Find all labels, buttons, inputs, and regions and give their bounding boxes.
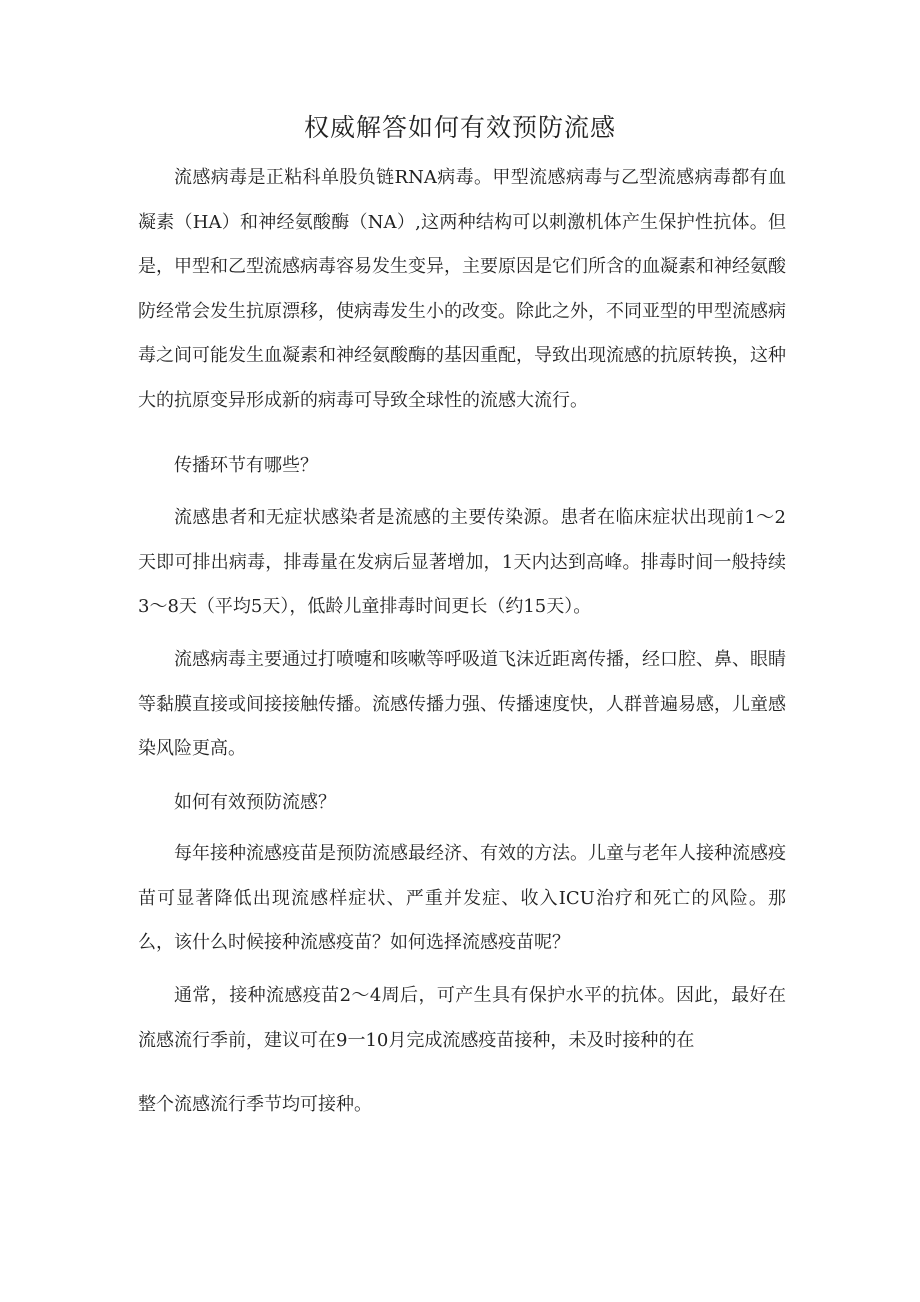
paragraph-vaccine-timing-continued: 整个流感流行季节均可接种。 <box>138 1094 372 1115</box>
paragraph-infection-source: 流感患者和无症状感染者是流感的主要传染源。患者在临床症状出现前1〜2天即可排出病毒，排毒量在发病后显著增加，1天内达到高峰。排毒时间一般持续3〜8天（平均5天），低龄儿童排毒时间更长（约15天）。 <box>138 507 786 617</box>
paragraph-virus-intro: 流感病毒是正粘科单股负链RNA病毒。甲型流感病毒与乙型流感病毒都有血凝素（HA）和神经氨酸酶（NA）,这两种结构可以刺激机体产生保护性抗体。但是，甲型和乙型流感病毒容易发生变异，主要原因是它们所含的血凝素和神经氨酸防经常会发生抗原漂移，使病毒发生小的改变。除此之外，不同亚型的甲型流感病毒之间可能发生血凝素和神经氨酸酶的基因重配，导致出现流感的抗原转换，这种大的抗原变异形成新的病毒可导致全球性的流感大流行。 <box>138 167 786 411</box>
paragraph-vaccine-timing: 通常，接种流感疫苗2〜4周后，可产生具有保护水平的抗体。因此，最好在流感流行季前，建议可在9一10月完成流感疫苗接种，未及时接种的在 <box>138 985 786 1051</box>
document-title: 权威解答如何有效预防流感 <box>303 113 616 142</box>
paragraph-transmission-route: 流感病毒主要通过打喷嚏和咳嗽等呼吸道飞沫近距离传播，经口腔、鼻、眼睛等黏膜直接或间接接触传播。流感传播力强、传播速度快，人群普遍易感，儿童感染风险更高。 <box>138 649 786 759</box>
section-heading-prevention: 如何有效预防流感？ <box>174 792 336 813</box>
section-heading-transmission: 传播环节有哪些？ <box>174 455 318 476</box>
paragraph-vaccine-benefit: 每年接种流感疫苗是预防流感最经济、有效的方法。儿童与老年人接种流感疫苗可显著降低出现流感样症状、严重并发症、收入ICU治疗和死亡的风险。那么，该什么时候接种流感疫苗？如何选择流感疫苗呢？ <box>138 843 786 953</box>
